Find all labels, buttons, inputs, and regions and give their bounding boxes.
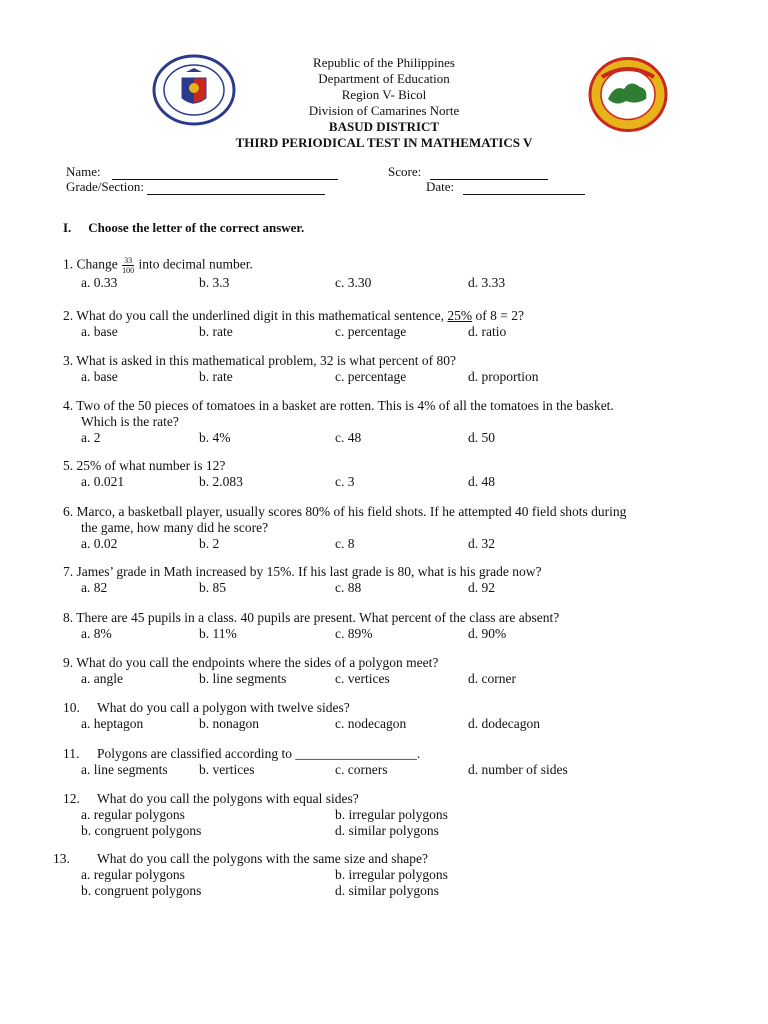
question-text: into decimal number. — [138, 256, 253, 272]
question-stem-continued: the game, how many did he score? — [81, 520, 269, 535]
answer-options — [63, 762, 713, 778]
question-number: 1. — [63, 256, 74, 272]
question-number: 10. — [63, 700, 80, 715]
question-6 — [63, 504, 713, 552]
date-label: Date: — [426, 179, 455, 194]
question-stem — [63, 504, 713, 520]
option-b[interactable]: b. rate — [199, 369, 233, 384]
question-11 — [63, 746, 713, 778]
option-c[interactable]: c. nodecagon — [335, 716, 407, 731]
answer-options — [63, 369, 713, 385]
option-b[interactable]: b. 2 — [199, 536, 220, 551]
question-stem — [63, 791, 713, 807]
district-line: BASUD DISTRICT — [328, 119, 440, 134]
name-label: Name: — [66, 164, 101, 179]
question-number: 13. — [53, 851, 70, 866]
answer-options — [63, 430, 713, 446]
division-line: Division of Camarines Norte — [308, 103, 460, 118]
option-c[interactable]: c. 3.30 — [335, 275, 372, 290]
option-d[interactable]: d. corner — [468, 671, 516, 686]
option-b[interactable]: b. 4% — [199, 430, 231, 445]
question-8 — [63, 610, 713, 642]
question-text: What do you call the polygons with equal sides? — [97, 791, 359, 806]
option-d[interactable]: d. ratio — [468, 324, 507, 339]
section-text: Choose the letter of the correct answer. — [88, 220, 305, 235]
question-number: 2. — [63, 308, 74, 323]
option-c[interactable]: c. 3 — [335, 474, 355, 489]
option-a[interactable]: a. regular polygons — [81, 807, 185, 822]
option-b[interactable]: b. irregular polygons — [335, 807, 448, 822]
answer-options — [63, 275, 713, 291]
option-c[interactable]: c. 89% — [335, 626, 373, 641]
option-a[interactable]: a. 2 — [81, 430, 101, 445]
option-a[interactable]: a. base — [81, 369, 118, 384]
question-stem — [63, 308, 713, 324]
answer-options — [63, 324, 713, 340]
option-b[interactable]: b. 11% — [199, 626, 237, 641]
question-number: 4. — [63, 398, 74, 413]
option-b[interactable]: b. rate — [199, 324, 233, 339]
document-header — [0, 55, 768, 151]
question-7 — [63, 564, 713, 596]
question-number: 6. — [63, 504, 74, 519]
answer-options — [63, 474, 713, 490]
option-d[interactable]: d. similar polygons — [335, 883, 439, 898]
option-a[interactable]: a. regular polygons — [81, 867, 185, 882]
question-number: 8. — [63, 610, 74, 625]
test-title: THIRD PERIODICAL TEST IN MATHEMATICS V — [235, 135, 533, 150]
date-blank[interactable] — [463, 182, 585, 195]
option-c[interactable]: c. percentage — [335, 324, 407, 339]
option-d[interactable]: d. similar polygons — [335, 823, 439, 838]
question-9 — [63, 655, 713, 687]
fraction-denominator: 100 — [122, 266, 135, 275]
option-b[interactable]: b. 2.083 — [199, 474, 243, 489]
question-number: 3. — [63, 353, 74, 368]
section-instruction — [63, 220, 304, 236]
question-text: of 8 = 2? — [475, 308, 525, 323]
fraction-numerator: 33 — [124, 256, 133, 265]
question-text: There are 45 pupils in a class. 40 pupils are present. What percent of the class are absent? — [76, 610, 560, 625]
option-a[interactable]: a. 82 — [81, 580, 108, 595]
option-a[interactable]: a. 0.02 — [81, 536, 118, 551]
question-number: 7. — [63, 564, 74, 579]
option-c[interactable]: c. 8 — [335, 536, 355, 551]
question-text: What do you call a polygon with twelve sides? — [97, 700, 350, 715]
answer-options — [63, 580, 713, 596]
question-number: 9. — [63, 655, 74, 670]
option-b[interactable]: b. irregular polygons — [335, 867, 448, 882]
option-d[interactable]: d. dodecagon — [468, 716, 540, 731]
question-text: 25% of what number is 12? — [76, 458, 226, 473]
question-stem — [63, 700, 713, 716]
grade-section-label: Grade/Section: — [66, 179, 144, 194]
option-d[interactable]: d. 48 — [468, 474, 495, 489]
option-c[interactable]: b. congruent polygons — [81, 823, 202, 838]
question-number: 11. — [63, 746, 80, 761]
question-stem — [63, 398, 713, 414]
answer-options-row-2 — [63, 883, 713, 899]
answer-options-row-1 — [63, 807, 713, 823]
region-line: Region V- Bicol — [341, 87, 427, 102]
option-d[interactable]: d. 32 — [468, 536, 495, 551]
option-c[interactable]: c. corners — [335, 762, 388, 777]
option-c[interactable]: c. 88 — [335, 580, 362, 595]
question-number: 5. — [63, 458, 74, 473]
republic-line: Republic of the Philippines — [313, 55, 455, 70]
option-d[interactable]: d. proportion — [468, 369, 539, 384]
underlined-value: 25% — [447, 308, 473, 323]
answer-options — [63, 626, 713, 642]
question-text: Two of the 50 pieces of tomatoes in a basket are rotten. This is 4% of all the tomatoes in the basket. — [76, 398, 614, 413]
question-1 — [63, 256, 713, 291]
answer-options — [63, 716, 713, 732]
name-field[interactable] — [66, 164, 338, 180]
option-d[interactable]: d. 92 — [468, 580, 495, 595]
question-text: What is asked in this mathematical problem, 32 is what percent of 80? — [76, 353, 457, 368]
question-10 — [63, 700, 713, 732]
option-d[interactable]: d. number of sides — [468, 762, 568, 777]
question-text: What do you call the polygons with the same size and shape? — [97, 851, 429, 866]
question-text: Polygons are classified according to __________________. — [97, 746, 421, 761]
question-text: What do you call the endpoints where the sides of a polygon meet? — [76, 655, 439, 670]
question-stem — [63, 655, 713, 671]
question-text: Change — [76, 256, 118, 272]
question-stem — [63, 256, 713, 275]
question-text: James’ grade in Math increased by 15%. If his last grade is 80, what is his grade now? — [76, 564, 542, 579]
question-3 — [63, 353, 713, 385]
option-b[interactable]: b. line segments — [199, 671, 287, 686]
question-4 — [63, 398, 713, 446]
option-c[interactable]: c. 48 — [335, 430, 362, 445]
score-label: Score: — [388, 164, 422, 179]
fraction — [122, 256, 134, 275]
option-a[interactable]: a. heptagon — [81, 716, 144, 731]
question-text: Marco, a basketball player, usually scores 80% of his field shots. If he attempted 40 field shots during — [76, 504, 627, 519]
question-5 — [63, 458, 713, 490]
question-stem — [63, 458, 713, 474]
grade-section-field[interactable] — [66, 179, 325, 195]
answer-options-row-2 — [63, 823, 713, 839]
option-c[interactable]: c. percentage — [335, 369, 407, 384]
option-a[interactable]: a. line segments — [81, 762, 168, 777]
option-d[interactable]: d. 90% — [468, 626, 507, 641]
question-stem — [53, 851, 713, 867]
option-d[interactable]: d. 3.33 — [468, 275, 506, 290]
option-a[interactable]: a. 8% — [81, 626, 112, 641]
option-b[interactable]: b. 3.3 — [199, 275, 230, 290]
question-number: 12. — [63, 791, 80, 806]
answer-options — [63, 536, 713, 552]
option-b[interactable]: b. vertices — [199, 762, 255, 777]
question-stem — [63, 353, 713, 369]
question-13 — [53, 851, 713, 899]
answer-options-row-1 — [63, 867, 713, 883]
option-a[interactable]: a. 0.33 — [81, 275, 118, 290]
option-b[interactable]: b. nonagon — [199, 716, 259, 731]
date-field[interactable] — [426, 179, 585, 195]
question-stem — [63, 564, 713, 580]
question-12 — [63, 791, 713, 839]
question-stem-continued: Which is the rate? — [81, 414, 179, 429]
option-c[interactable]: b. congruent polygons — [81, 883, 202, 898]
option-a[interactable]: a. base — [81, 324, 118, 339]
section-number: I. — [63, 220, 72, 235]
question-text: What do you call the underlined digit in this mathematical sentence, — [76, 308, 445, 323]
option-a[interactable]: a. angle — [81, 671, 123, 686]
score-field[interactable] — [388, 164, 548, 180]
question-stem — [63, 610, 713, 626]
question-stem — [63, 746, 713, 762]
option-c[interactable]: c. vertices — [335, 671, 390, 686]
answer-options — [63, 671, 713, 687]
option-a[interactable]: a. 0.021 — [81, 474, 125, 489]
department-line: Department of Education — [318, 71, 450, 86]
option-d[interactable]: d. 50 — [468, 430, 495, 445]
question-2 — [63, 308, 713, 340]
option-b[interactable]: b. 85 — [199, 580, 226, 595]
grade-section-blank[interactable] — [147, 182, 325, 195]
